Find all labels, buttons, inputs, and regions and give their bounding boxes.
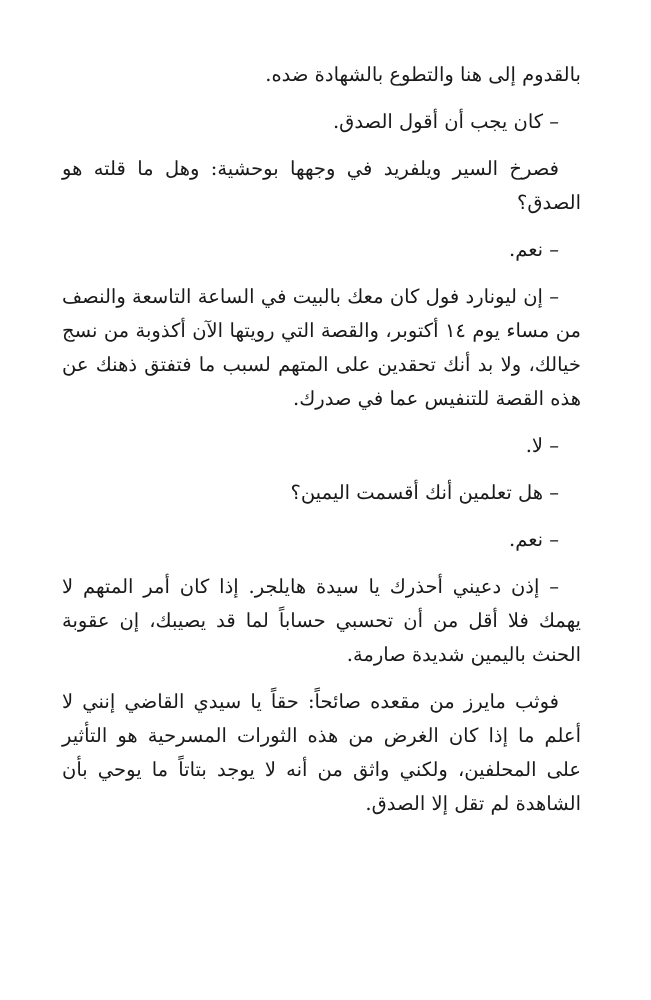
paragraph-8: – نعم. xyxy=(509,528,559,551)
paragraph-3: فصرخ السير ويلفريد في وجهها بوحشية: وهل ما قلته هو الصدق؟ xyxy=(62,157,581,214)
paragraph-10: فوثب مايرز من مقعده صائحاً: حقاً يا سيدي القاضي إنني لا أعلم ما إذا كان الغرض من هذه الثورات المسرحية هو التأثير على المحلفين، ولكني واثق من أنه لا يوجد بتاتاً ما يوحي بأن الشاهدة لم تقل إلا الصدق. xyxy=(62,690,581,815)
paragraph-2: – كان يجب أن أقول الصدق. xyxy=(332,110,559,133)
paragraph-7: – هل تعلمين أنك أقسمت اليمين؟ xyxy=(290,481,559,504)
paragraph-6: – لا. xyxy=(525,434,559,457)
paragraph-5: – إن ليونارد فول كان معك بالبيت في الساعة التاسعة والنصف من مساء يوم ١٤ أكتوبر، والقصة التي رويتها الآن أكذوبة من نسج خيالك، ولا بد أنك تحقدين على المتهم لسبب ما فتفتق ذهنك عن هذه القصة للتنفيس عما في صدرك. xyxy=(62,285,581,410)
book-page xyxy=(62,58,581,834)
paragraph-1: بالقدوم إلى هنا والتطوع بالشهادة ضده. xyxy=(265,63,581,86)
paragraph-4: – نعم. xyxy=(509,238,559,261)
paragraph-9: – إذن دعيني أحذرك يا سيدة هايلجر. إذا كان أمر المتهم لا يهمك فلا أقل من أن تحسبي حساباً لما قد يصيبك، إن عقوبة الحنث باليمين شديدة صارمة. xyxy=(62,575,581,666)
